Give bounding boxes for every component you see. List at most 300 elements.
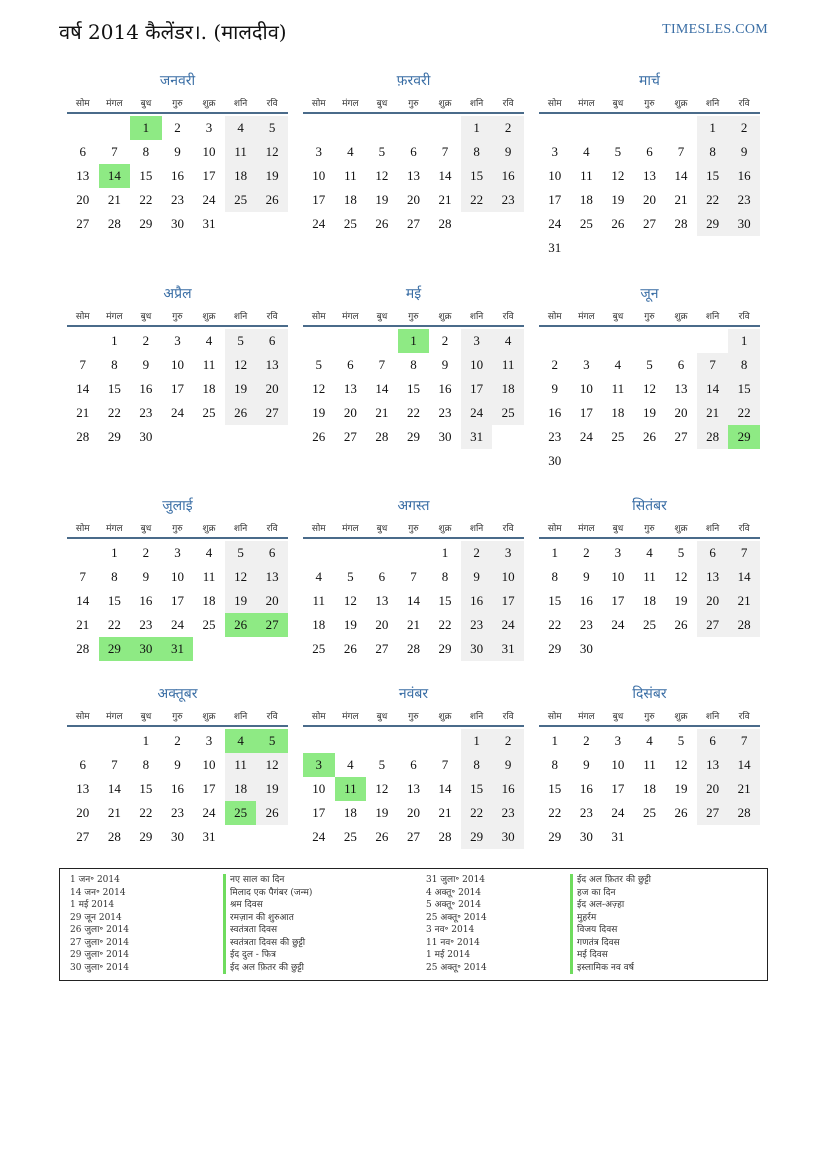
week-row bbox=[539, 401, 760, 425]
day-cell: 15 bbox=[461, 777, 493, 801]
day-cell: 16 bbox=[492, 777, 524, 801]
weekday-header bbox=[67, 92, 288, 114]
day-cell: 4 bbox=[205, 333, 213, 348]
day-cell: 12 bbox=[256, 140, 288, 164]
day-cell: 3 bbox=[315, 144, 323, 159]
day-cell: 7 bbox=[79, 357, 87, 372]
empty-cell bbox=[665, 637, 697, 661]
day-cell: 13 bbox=[406, 781, 420, 796]
week-row bbox=[303, 425, 524, 449]
holiday-date: 1 मई 2014 bbox=[70, 900, 115, 910]
weekday-label: बुध bbox=[612, 711, 624, 722]
holiday-name: रमज़ान की शुरुआत bbox=[223, 912, 312, 925]
weekday-label: शुक्र bbox=[438, 98, 452, 109]
weekday-label: मंगल bbox=[342, 311, 359, 322]
day-cell: 22 bbox=[438, 617, 452, 632]
day-cell: 19 bbox=[256, 777, 288, 801]
empty-cell bbox=[728, 637, 760, 661]
day-cell: 23 bbox=[438, 405, 452, 420]
day-cell: 30 bbox=[579, 641, 593, 656]
day-cell: 5 bbox=[347, 569, 354, 584]
weekday-label: मंगल bbox=[106, 711, 123, 722]
day-cell: 13 bbox=[674, 381, 688, 396]
day-cell: 22 bbox=[461, 188, 493, 212]
day-cell: 23 bbox=[170, 805, 184, 820]
day-cell: 17 bbox=[492, 589, 524, 613]
day-cell: 25 bbox=[492, 401, 524, 425]
day-cell: 30 bbox=[139, 429, 153, 444]
day-cell: 24 bbox=[548, 216, 562, 231]
weekday-label: बुध bbox=[140, 98, 152, 109]
day-cell: 4 bbox=[225, 116, 257, 140]
day-cell: 16 bbox=[728, 164, 760, 188]
week-row bbox=[67, 188, 288, 212]
day-cell: 22 bbox=[406, 405, 420, 420]
day-cell: 15 bbox=[548, 593, 562, 608]
weekday-label: सोम bbox=[311, 98, 326, 109]
day-cell: 6 bbox=[410, 757, 417, 772]
empty-cell bbox=[256, 825, 288, 849]
week-row bbox=[303, 377, 524, 401]
day-cell: 13 bbox=[375, 593, 389, 608]
day-cell: 18 bbox=[343, 805, 357, 820]
day-cell: 6 bbox=[410, 144, 417, 159]
empty-cell bbox=[697, 637, 729, 661]
day-cell: 23 bbox=[170, 192, 184, 207]
week-row bbox=[303, 116, 524, 140]
month-name: नवंबर bbox=[398, 686, 429, 702]
month-name: अगस्त bbox=[397, 498, 430, 514]
day-cell: 28 bbox=[107, 216, 121, 231]
day-cell: 11 bbox=[225, 140, 257, 164]
weekday-label: सोम bbox=[75, 98, 90, 109]
day-cell: 31 bbox=[611, 829, 625, 844]
empty-cell bbox=[571, 236, 603, 260]
holiday-day: 29 bbox=[728, 425, 760, 449]
day-cell: 31 bbox=[461, 425, 493, 449]
day-cell: 11 bbox=[202, 569, 216, 584]
day-cell: 21 bbox=[375, 405, 389, 420]
week-row bbox=[67, 777, 288, 801]
day-cell: 2 bbox=[728, 116, 760, 140]
holiday-date: 27 जुला॰ 2014 bbox=[70, 937, 130, 948]
day-cell: 22 bbox=[697, 188, 729, 212]
day-cell: 19 bbox=[225, 377, 257, 401]
day-cell: 25 bbox=[343, 829, 357, 844]
weekday-label: गुरु bbox=[172, 311, 183, 322]
day-cell: 11 bbox=[492, 353, 524, 377]
day-cell: 3 bbox=[614, 545, 622, 560]
weekday-label: गुरु bbox=[644, 523, 655, 534]
day-cell: 26 bbox=[312, 429, 326, 444]
day-cell: 12 bbox=[312, 381, 326, 396]
day-cell: 28 bbox=[375, 429, 389, 444]
weekday-label: गुरु bbox=[408, 523, 419, 534]
day-cell: 18 bbox=[492, 377, 524, 401]
weekday-label: सोम bbox=[547, 311, 562, 322]
day-cell: 20 bbox=[256, 377, 288, 401]
day-cell: 28 bbox=[728, 613, 760, 637]
empty-cell bbox=[429, 116, 461, 140]
day-cell: 17 bbox=[202, 781, 216, 796]
week-row bbox=[539, 188, 760, 212]
page-title: वर्ष 2014 कैलेंडर।. (मालदीव) bbox=[59, 20, 287, 44]
day-cell: 11 bbox=[344, 168, 357, 183]
week-row bbox=[67, 729, 288, 753]
site-link[interactable]: TIMESLES.COM bbox=[662, 22, 768, 37]
day-cell: 10 bbox=[202, 144, 216, 159]
day-cell: 6 bbox=[347, 357, 354, 372]
weekday-label: मंगल bbox=[578, 98, 595, 109]
day-cell: 5 bbox=[378, 144, 386, 159]
day-cell: 8 bbox=[142, 757, 150, 772]
day-cell: 22 bbox=[139, 805, 153, 820]
day-cell: 18 bbox=[225, 164, 257, 188]
day-cell: 16 bbox=[492, 164, 524, 188]
weekday-label: बुध bbox=[376, 523, 388, 534]
day-cell: 26 bbox=[611, 216, 625, 231]
day-cell: 8 bbox=[461, 753, 493, 777]
day-cell: 31 bbox=[548, 240, 562, 255]
day-cell: 1 bbox=[697, 116, 729, 140]
holiday-date: 4 अक्तू॰ 2014 bbox=[426, 887, 482, 898]
empty-cell bbox=[697, 825, 729, 849]
empty-cell bbox=[335, 329, 367, 353]
day-cell: 8 bbox=[142, 144, 150, 159]
day-cell: 15 bbox=[438, 593, 452, 608]
day-cell: 1 bbox=[728, 329, 760, 353]
day-cell: 2 bbox=[142, 333, 150, 348]
weekday-label: सोम bbox=[311, 523, 326, 534]
day-cell: 20 bbox=[406, 192, 420, 207]
day-cell: 11 bbox=[580, 168, 593, 183]
day-cell: 6 bbox=[256, 329, 288, 353]
weekday-label: सोम bbox=[75, 311, 90, 322]
empty-cell bbox=[225, 212, 257, 236]
day-cell: 27 bbox=[375, 641, 389, 656]
week-row bbox=[67, 825, 288, 849]
day-cell: 24 bbox=[611, 617, 625, 632]
day-cell: 15 bbox=[697, 164, 729, 188]
day-cell: 3 bbox=[583, 357, 590, 372]
day-cell: 7 bbox=[111, 144, 118, 159]
day-cell: 14 bbox=[438, 168, 452, 183]
weekday-label: मंगल bbox=[342, 523, 359, 534]
day-cell: 3 bbox=[174, 333, 181, 348]
holiday-list bbox=[59, 868, 768, 981]
day-cell: 17 bbox=[170, 381, 184, 396]
week-row bbox=[539, 425, 760, 449]
week-row bbox=[303, 401, 524, 425]
day-cell: 30 bbox=[492, 825, 524, 849]
weekday-label: मंगल bbox=[342, 711, 359, 722]
day-cell: 20 bbox=[375, 617, 389, 632]
month-calendar bbox=[539, 683, 760, 849]
day-cell: 26 bbox=[256, 188, 288, 212]
empty-cell bbox=[571, 449, 603, 473]
empty-cell bbox=[162, 425, 194, 449]
day-cell: 16 bbox=[139, 381, 153, 396]
weekday-label: शनि bbox=[233, 711, 248, 722]
day-cell: 23 bbox=[728, 188, 760, 212]
week-row bbox=[67, 164, 288, 188]
weekday-label: मंगल bbox=[578, 523, 595, 534]
week-row bbox=[67, 140, 288, 164]
empty-cell bbox=[602, 637, 634, 661]
day-cell: 23 bbox=[548, 429, 562, 444]
day-cell: 8 bbox=[728, 353, 760, 377]
day-cell: 7 bbox=[410, 569, 417, 584]
day-cell: 7 bbox=[441, 144, 449, 159]
weekday-label: बुध bbox=[140, 311, 152, 322]
day-cell: 8 bbox=[111, 357, 118, 372]
weekday-label: शनि bbox=[233, 98, 248, 109]
day-cell: 8 bbox=[461, 140, 493, 164]
empty-cell bbox=[634, 329, 666, 353]
holiday-date: 25 अक्तू॰ 2014 bbox=[426, 962, 487, 973]
day-cell: 5 bbox=[614, 144, 622, 159]
day-cell: 21 bbox=[697, 401, 729, 425]
holiday-date: 29 जून 2014 bbox=[70, 912, 122, 923]
day-cell: 20 bbox=[697, 777, 729, 801]
empty-cell bbox=[256, 425, 288, 449]
day-cell: 15 bbox=[461, 164, 493, 188]
weekday-label: मंगल bbox=[106, 98, 123, 109]
day-cell: 8 bbox=[697, 140, 729, 164]
holiday-date: 25 अक्तू॰ 2014 bbox=[426, 912, 487, 923]
week-row bbox=[67, 353, 288, 377]
empty-cell bbox=[256, 637, 288, 661]
week-row bbox=[539, 212, 760, 236]
holiday-day: 29 bbox=[99, 637, 131, 661]
empty-cell bbox=[539, 329, 571, 353]
empty-cell bbox=[634, 637, 666, 661]
day-cell: 20 bbox=[406, 805, 420, 820]
day-cell: 26 bbox=[375, 216, 389, 231]
day-cell: 13 bbox=[697, 753, 729, 777]
day-cell: 20 bbox=[697, 589, 729, 613]
day-cell: 11 bbox=[611, 381, 625, 396]
weekday-label: रवि bbox=[502, 311, 514, 322]
weekday-label: शनि bbox=[705, 98, 720, 109]
day-cell: 7 bbox=[79, 569, 87, 584]
day-cell: 22 bbox=[548, 805, 562, 820]
day-cell: 18 bbox=[343, 192, 357, 207]
day-cell: 12 bbox=[343, 593, 357, 608]
week-row bbox=[67, 613, 288, 637]
empty-cell bbox=[602, 116, 634, 140]
holiday-date: 31 जुला॰ 2014 bbox=[426, 875, 486, 885]
day-cell: 31 bbox=[202, 829, 216, 844]
weekday-label: सोम bbox=[547, 711, 562, 722]
day-cell: 18 bbox=[642, 593, 656, 608]
day-cell: 4 bbox=[315, 569, 323, 584]
day-cell: 26 bbox=[674, 617, 688, 632]
holiday-date: 30 जुला॰ 2014 bbox=[70, 962, 130, 973]
week-row bbox=[67, 329, 288, 353]
empty-cell bbox=[67, 329, 99, 353]
day-cell: 23 bbox=[492, 801, 524, 825]
week-row bbox=[303, 188, 524, 212]
day-cell: 23 bbox=[139, 617, 153, 632]
day-cell: 21 bbox=[107, 192, 121, 207]
day-cell: 2 bbox=[551, 357, 559, 372]
day-cell: 2 bbox=[461, 541, 493, 565]
day-cell: 15 bbox=[139, 168, 153, 183]
day-cell: 13 bbox=[256, 565, 288, 589]
week-row bbox=[303, 801, 524, 825]
week-row bbox=[303, 753, 524, 777]
day-cell: 22 bbox=[107, 405, 121, 420]
day-cell: 15 bbox=[728, 377, 760, 401]
day-cell: 6 bbox=[697, 541, 729, 565]
week-row bbox=[539, 236, 760, 260]
day-cell: 6 bbox=[646, 144, 653, 159]
weekday-label: बुध bbox=[376, 711, 388, 722]
day-cell: 17 bbox=[611, 593, 625, 608]
holiday-day: 4 bbox=[225, 729, 257, 753]
day-cell: 24 bbox=[312, 829, 326, 844]
empty-cell bbox=[99, 116, 131, 140]
day-cell: 19 bbox=[375, 192, 389, 207]
day-cell: 19 bbox=[256, 164, 288, 188]
day-cell: 21 bbox=[728, 589, 760, 613]
day-cell: 6 bbox=[378, 569, 386, 584]
weekday-label: शुक्र bbox=[202, 523, 216, 534]
empty-cell bbox=[366, 729, 398, 753]
holiday-names-left bbox=[223, 874, 312, 974]
weekday-header bbox=[539, 92, 760, 114]
day-cell: 9 bbox=[441, 357, 449, 372]
day-cell: 3 bbox=[492, 541, 524, 565]
day-cell: 10 bbox=[312, 781, 326, 796]
weekday-label: रवि bbox=[266, 711, 278, 722]
weekday-label: बुध bbox=[140, 711, 152, 722]
empty-cell bbox=[366, 329, 398, 353]
holiday-day: 30 bbox=[130, 637, 162, 661]
empty-cell bbox=[256, 212, 288, 236]
day-cell: 4 bbox=[205, 545, 213, 560]
holiday-name: विजय दिवस bbox=[570, 924, 651, 937]
weekday-header bbox=[67, 705, 288, 727]
holiday-name: मई दिवस bbox=[570, 949, 651, 962]
day-cell: 4 bbox=[347, 757, 354, 772]
weekday-label: गुरु bbox=[644, 311, 655, 322]
day-cell: 11 bbox=[643, 569, 656, 584]
holiday-name: मुहर्रम bbox=[570, 912, 651, 925]
day-cell: 22 bbox=[107, 617, 121, 632]
day-cell: 26 bbox=[256, 801, 288, 825]
empty-cell bbox=[67, 116, 99, 140]
day-cell: 9 bbox=[728, 140, 760, 164]
day-cell: 9 bbox=[492, 140, 524, 164]
day-cell: 19 bbox=[343, 617, 357, 632]
day-cell: 12 bbox=[256, 753, 288, 777]
day-cell: 6 bbox=[79, 144, 87, 159]
week-row bbox=[539, 116, 760, 140]
weekday-label: रवि bbox=[266, 311, 278, 322]
holiday-name: हज का दिन bbox=[570, 887, 651, 900]
day-cell: 29 bbox=[548, 641, 562, 656]
day-cell: 12 bbox=[611, 168, 625, 183]
weekday-label: रवि bbox=[738, 711, 750, 722]
day-cell: 10 bbox=[170, 569, 184, 584]
week-row bbox=[303, 777, 524, 801]
week-row bbox=[303, 212, 524, 236]
day-cell: 23 bbox=[579, 617, 593, 632]
month-name: फ़रवरी bbox=[396, 73, 431, 89]
day-cell: 30 bbox=[170, 216, 184, 231]
day-cell: 6 bbox=[697, 729, 729, 753]
empty-cell bbox=[303, 729, 335, 753]
week-row bbox=[67, 541, 288, 565]
month-calendar bbox=[539, 283, 760, 473]
day-cell: 18 bbox=[312, 617, 326, 632]
weekday-label: गुरु bbox=[644, 98, 655, 109]
day-cell: 18 bbox=[611, 405, 625, 420]
holiday-day: 14 bbox=[99, 164, 131, 188]
day-cell: 7 bbox=[728, 541, 760, 565]
month-name: जुलाई bbox=[162, 498, 193, 514]
weekday-label: शुक्र bbox=[202, 98, 216, 109]
day-cell: 21 bbox=[406, 617, 420, 632]
day-cell: 13 bbox=[76, 781, 90, 796]
day-cell: 27 bbox=[76, 829, 90, 844]
day-cell: 3 bbox=[614, 733, 622, 748]
week-row bbox=[67, 565, 288, 589]
day-cell: 20 bbox=[642, 192, 656, 207]
day-cell: 1 bbox=[461, 729, 493, 753]
week-row bbox=[303, 565, 524, 589]
day-cell: 22 bbox=[139, 192, 153, 207]
day-cell: 18 bbox=[202, 593, 216, 608]
weekday-label: शुक्र bbox=[674, 523, 688, 534]
weekday-header bbox=[67, 305, 288, 327]
empty-cell bbox=[335, 729, 367, 753]
month-name: सितंबर bbox=[632, 498, 667, 514]
weekday-label: गुरु bbox=[172, 711, 183, 722]
day-cell: 5 bbox=[677, 545, 685, 560]
day-cell: 4 bbox=[492, 329, 524, 353]
day-cell: 1 bbox=[551, 733, 559, 748]
day-cell: 28 bbox=[674, 216, 688, 231]
holiday-day: 25 bbox=[225, 801, 257, 825]
weekday-label: शनि bbox=[469, 311, 484, 322]
day-cell: 13 bbox=[406, 168, 420, 183]
week-row bbox=[539, 777, 760, 801]
month-name: अप्रैल bbox=[163, 286, 192, 302]
day-cell: 11 bbox=[202, 357, 216, 372]
holiday-date: 29 जुला॰ 2014 bbox=[70, 950, 130, 960]
week-row bbox=[67, 637, 288, 661]
day-cell: 22 bbox=[461, 801, 493, 825]
week-row bbox=[67, 116, 288, 140]
weekday-label: शुक्र bbox=[438, 523, 452, 534]
day-cell: 13 bbox=[642, 168, 656, 183]
day-cell: 9 bbox=[142, 357, 150, 372]
day-cell: 9 bbox=[174, 144, 181, 159]
weekday-label: शुक्र bbox=[674, 311, 688, 322]
holiday-day: 3 bbox=[303, 753, 335, 777]
day-cell: 1 bbox=[111, 545, 118, 560]
holiday-day: 11 bbox=[335, 777, 367, 801]
day-cell: 14 bbox=[728, 565, 760, 589]
empty-cell bbox=[634, 449, 666, 473]
day-cell: 27 bbox=[697, 613, 729, 637]
day-cell: 15 bbox=[107, 381, 121, 396]
weekday-label: रवि bbox=[502, 523, 514, 534]
holiday-day: 26 bbox=[225, 613, 257, 637]
